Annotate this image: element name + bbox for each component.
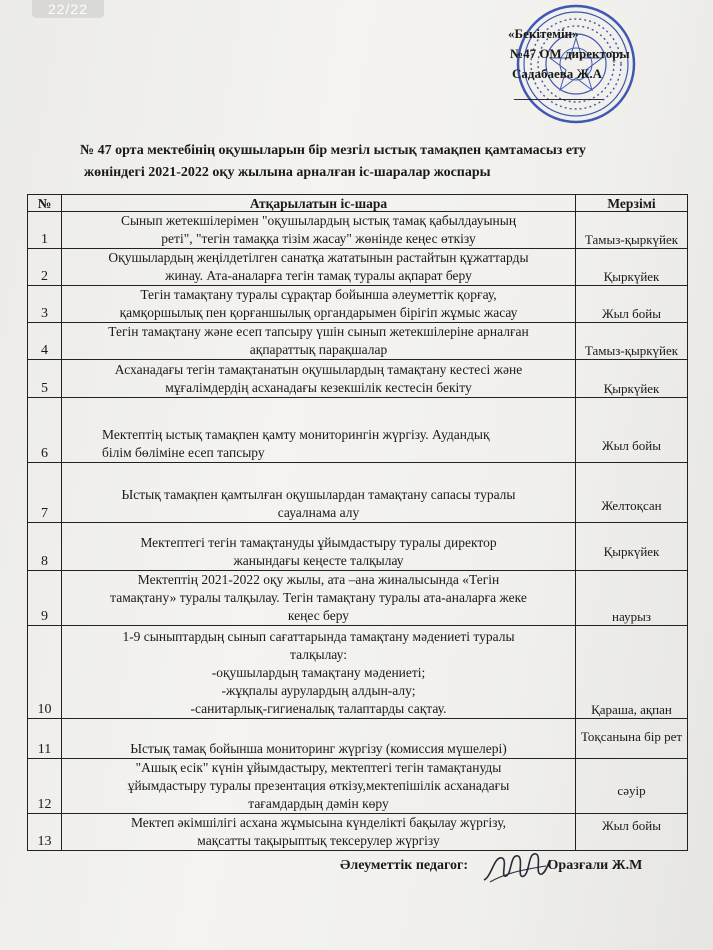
row-term: сәуір [576, 759, 688, 814]
row-activity [62, 360, 576, 398]
row-term: Қыркүйек [576, 249, 688, 286]
activity-line: -санитарлық-гигиеналық талаптарды сақтау. [190, 701, 447, 716]
activity-line: "Ашық есік" күнін ұйымдастыру, мектептегі тегін тамақтануды [135, 760, 502, 775]
table-row [28, 398, 688, 463]
approval-block [504, 24, 664, 104]
row-term: Желтоқсан [576, 463, 688, 523]
activity-line: Оқушылардың жеңілдетілген санатқа жататынын растайтын құжаттарды [108, 250, 529, 265]
row-activity [62, 286, 576, 323]
approval-name: Садабаева Ж.А [512, 66, 602, 81]
table-row [28, 523, 688, 571]
title-line-2: жөніндегі 2021-2022 оқу жылына арналған іс-шаралар жоспары [84, 165, 491, 180]
table-row [28, 571, 688, 626]
row-number: 10 [28, 626, 62, 719]
activity-line: Мектептің 2021-2022 оқу жылы, ата –ана жиналысында «Тегін [137, 572, 500, 587]
table-row [28, 249, 688, 286]
signature-name: Оразғали Ж.М [547, 858, 643, 873]
row-activity [62, 814, 576, 851]
row-number: 8 [28, 523, 62, 571]
approval-position: №47 ОМ директоры [510, 46, 630, 61]
row-number: 4 [28, 323, 62, 360]
header-activity: Атқарылатын іс-шара [62, 195, 576, 212]
activity-line: кеңес беру [287, 608, 350, 623]
activity-line: -жұқпалы аурулардың алдын-алу; [221, 683, 416, 698]
activity-line: Тегін тамақтану және есеп тапсыру үшін сынып жетекшілеріне арналған [108, 324, 529, 339]
row-activity [62, 398, 576, 463]
row-number: 7 [28, 463, 62, 523]
row-activity [62, 323, 576, 360]
table-row [28, 463, 688, 523]
row-term: Қыркүйек [576, 360, 688, 398]
row-number: 6 [28, 398, 62, 463]
signature-role: Әлеуметтік педагог: [340, 858, 469, 873]
activity-line: қамқоршылық пен қорғаншылық органдарымен бірігіп жұмыс жасау [119, 305, 518, 320]
table-row [28, 759, 688, 814]
row-number: 13 [28, 814, 62, 851]
activity-line: 1-9 сыныптардың сынып сағаттарында тамақтану мәдениеті туралы [122, 629, 515, 644]
activity-line: Мектеп әкімшілігі асхана жұмысына күнделікті бақылау жүргізу, [130, 815, 507, 830]
activity-line: талқылау: [290, 647, 347, 662]
activity-line: Асханадағы тегін тамақтанатын оқушылардың тамақтану кестесі және [114, 362, 523, 377]
activity-line: Мектептегі тегін тамақтануды ұйымдастыру туралы директор [140, 535, 497, 550]
signature-block [340, 858, 642, 874]
activity-line: тамақтану» туралы талқылау. Тегін тамақтану туралы ата-аналарға жеке [110, 590, 527, 605]
activity-line: Ыстық тамақ бойынша мониторинг жүргізу (комиссия мүшелері) [130, 741, 507, 756]
row-number: 12 [28, 759, 62, 814]
table-row [28, 814, 688, 851]
row-term: Тамыз-қыркүйек [576, 212, 688, 249]
activity-line: Ыстық тамақпен қамтылған оқушылардан тамақтану сапасы туралы [121, 487, 516, 502]
table-row [28, 212, 688, 249]
row-activity [62, 759, 576, 814]
activity-line: Мектептің ыстық тамақпен қамту мониторингін жүргізу. Аудандық [102, 427, 490, 442]
row-term: Жыл бойы [576, 286, 688, 323]
activity-line: Тегін тамақтану туралы сұрақтар бойынша әлеуметтік қорғау, [140, 287, 497, 302]
activity-line: реті", "тегін тамаққа тізім жасау" жөнінде кеңес өткізу [161, 231, 476, 246]
activity-line: Сынып жетекшілерімен "оқушылардың ыстық тамақ қабылдауының [120, 213, 517, 228]
row-number: 3 [28, 286, 62, 323]
header-number: № [28, 195, 62, 212]
activity-line: ақпараттық парақшалар [249, 342, 388, 357]
title-line-1: № 47 орта мектебінің оқушыларын бір мезгіл ыстық тамақпен қамтамасыз ету [80, 143, 586, 158]
table-row [28, 719, 688, 759]
approval-signature-line: ________________ [514, 86, 602, 101]
row-activity [62, 719, 576, 759]
row-activity [62, 249, 576, 286]
activity-line: сауалнама алу [277, 505, 360, 520]
activity-line: ұйымдастыру туралы презентация өткізу,мектепішілік асханадағы [127, 778, 510, 793]
row-number: 5 [28, 360, 62, 398]
activity-line: жинау. Ата-аналарға тегін тамақ туралы ақпарат беру [165, 268, 472, 283]
table-row [28, 626, 688, 719]
table-header-row [28, 195, 688, 212]
activity-line: тағамдардың дәмін көру [248, 796, 389, 811]
table-row [28, 286, 688, 323]
row-term: наурыз [576, 571, 688, 626]
row-activity [62, 463, 576, 523]
row-activity [62, 523, 576, 571]
approval-label: «Бекітемін» [508, 26, 579, 41]
row-number: 9 [28, 571, 62, 626]
row-term: Жыл бойы [576, 398, 688, 463]
table-row [28, 323, 688, 360]
row-term: Тамыз-қыркүйек [576, 323, 688, 360]
activity-line: білім бөліміне есеп тапсыру [102, 445, 265, 460]
activity-line: мұғалімдердің асханадағы кезекшілік кестесін бекіту [165, 380, 472, 395]
row-term: Қараша, ақпан [576, 626, 688, 719]
row-activity [62, 571, 576, 626]
activity-line: жанындағы кеңесте талқылау [233, 553, 404, 568]
row-number: 11 [28, 719, 62, 759]
row-activity [62, 212, 576, 249]
row-term: Тоқсанына бір рет [576, 719, 688, 759]
row-term: Жыл бойы [576, 814, 688, 851]
page-counter: 22/22 [32, 0, 104, 18]
activity-line: -оқушылардың тамақтану мәдениеті; [211, 665, 426, 680]
row-number: 1 [28, 212, 62, 249]
document-title [80, 140, 640, 184]
header-term: Мерзімі [576, 195, 688, 212]
row-number: 2 [28, 249, 62, 286]
row-term: Қыркүйек [576, 523, 688, 571]
row-activity [62, 626, 576, 719]
activity-line: мақсатты тақырыптық тексерулер жүргізу [197, 833, 440, 848]
table-row [28, 360, 688, 398]
activity-plan-table [27, 194, 688, 851]
